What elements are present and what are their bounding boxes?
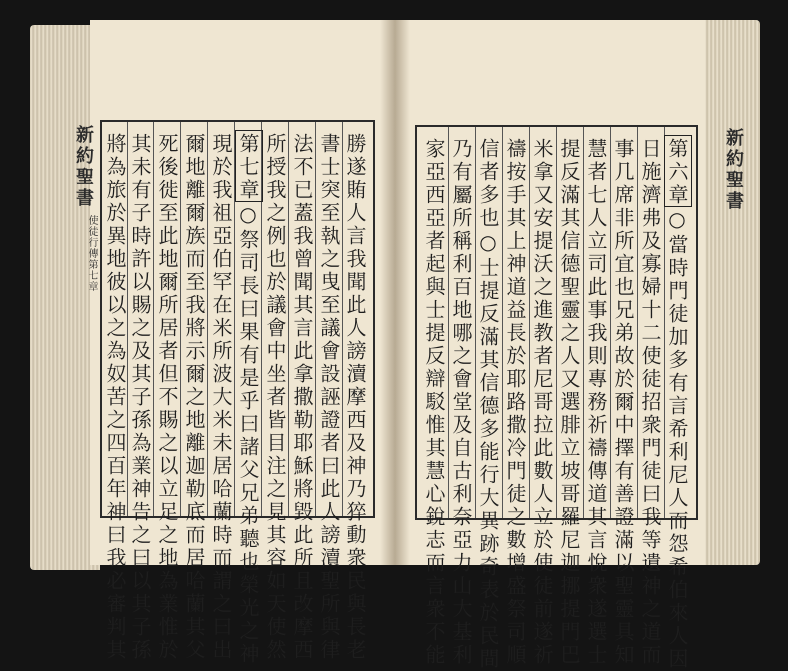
left-column-9: 其未有子時許以賜之及其子孫為業神告之曰以其子孫 xyxy=(128,133,152,662)
right-column-3: 事几席非所宜也兄弟故於爾中擇有善證滿以聖靈具知 xyxy=(611,138,635,667)
right-page-stack xyxy=(700,20,760,565)
column-rule xyxy=(475,127,476,518)
right-column-1: 第六章○當時門徒加多有言希利尼人而怨希伯來人因 xyxy=(665,138,689,671)
right-column-8: 信者多也○士提反滿其信德多能行大異跡奇表於民間 xyxy=(476,138,500,671)
column-rule xyxy=(180,122,181,516)
right-column-7: 禱按手其上神道益長於耶路撒冷門徒之數增盛祭司順 xyxy=(503,138,527,667)
left-column-3: 法不已蓋我曾聞其言此拿撒勒耶穌將毀此所且改摩西 xyxy=(290,133,314,662)
column-rule xyxy=(529,127,530,518)
column-rule xyxy=(342,122,343,516)
column-rule xyxy=(448,127,449,518)
left-column-10: 將為旅於異地彼以之為奴苦之四百年神曰我必審判其 xyxy=(103,133,127,662)
right-column-6: 米拿又安提沃之進教者尼哥拉此數人立於使徒前遂祈 xyxy=(530,138,554,667)
right-column-2: 日施濟弗及寡婦十二使徒招衆門徒曰我等遺神之道而 xyxy=(638,138,662,667)
right-column-9: 乃有屬所稱利百地哪之會堂及自古利奈亞力山大基利 xyxy=(449,138,473,667)
column-rule xyxy=(127,122,128,516)
left-section-label: 使徒行傳第七章 xyxy=(86,215,97,292)
left-column-4: 所授我之例也於議會中坐者皆目注之見其容如天使然 xyxy=(263,133,287,662)
right-column-10: 家亞西亞者起與士提反辯駁惟其慧心銳志而言衆不能 xyxy=(422,138,446,667)
column-rule xyxy=(288,122,289,516)
left-column-2: 書士突至執之曳至議會設誣證者曰此人謗瀆聖所與律 xyxy=(317,133,341,662)
left-column-6: 現於我祖亞伯罕在米所波大米未居哈蘭時而謂之曰出 xyxy=(209,133,233,662)
column-rule xyxy=(207,122,208,516)
chapter-seven-box xyxy=(235,130,263,202)
left-column-7: 爾地離爾族而至我將示爾之地離迦勒底而居哈蘭其父 xyxy=(182,133,206,662)
chapter-six-box xyxy=(664,135,692,207)
right-running-title: 新約聖書 xyxy=(723,128,744,212)
left-column-8: 死後徙至此地爾所居者但不賜之以立足之地為業惟於 xyxy=(155,133,179,662)
column-rule xyxy=(153,122,154,516)
column-rule xyxy=(583,127,584,518)
left-running-title: 新約聖書 xyxy=(73,125,94,209)
column-rule xyxy=(610,127,611,518)
right-column-5: 提反滿其信德聖靈之人又選腓立坡哥羅尼迦挪提門巴 xyxy=(557,138,581,667)
right-column-4: 慧者七人立司此事我則專務祈禱傳道其言悅衆遂選士 xyxy=(584,138,608,667)
left-column-5: 第七章○祭司長曰果有是乎曰諸父兄弟聽也榮光之神 xyxy=(236,133,260,666)
left-column-1: 勝遂賄人言我聞此人謗瀆摩西及神乃猝動衆民與長老 xyxy=(343,133,367,662)
column-rule xyxy=(315,122,316,516)
book-gutter xyxy=(380,20,410,565)
column-rule xyxy=(637,127,638,518)
column-rule xyxy=(502,127,503,518)
column-rule xyxy=(556,127,557,518)
